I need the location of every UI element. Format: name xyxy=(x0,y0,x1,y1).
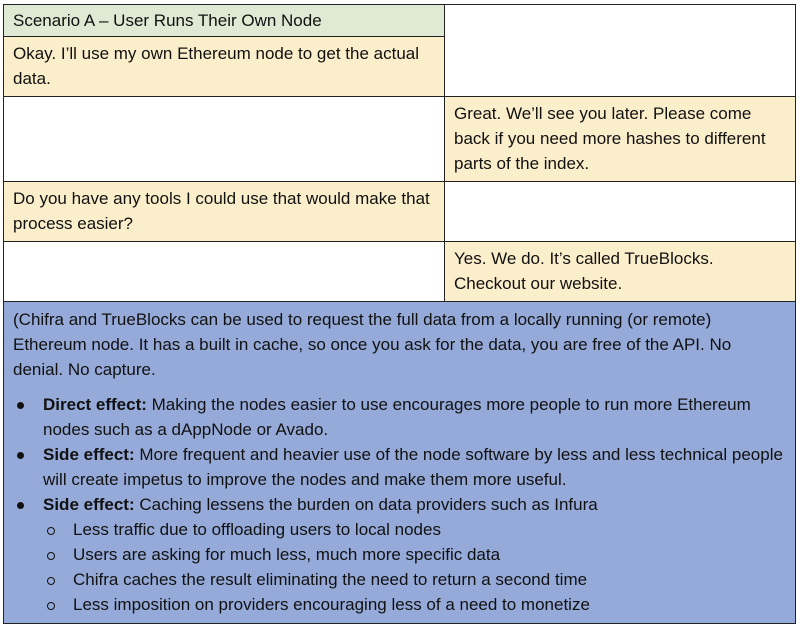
effect-text: Caching lessens the burden on data providers such as Infura xyxy=(134,495,598,514)
effect-item xyxy=(13,442,786,492)
provider-message: Yes. We do. It’s called TrueBlocks. Checkout our website. xyxy=(445,242,796,302)
empty-cell xyxy=(445,182,796,242)
effect-item xyxy=(13,492,786,617)
scenario-title: Scenario A – User Runs Their Own Node xyxy=(4,5,445,37)
sub-effect-item xyxy=(43,592,786,617)
analysis-note xyxy=(4,302,796,624)
empty-cell xyxy=(4,242,445,302)
effect-label: Side effect: xyxy=(43,445,135,464)
note-row xyxy=(4,302,796,624)
user-message: Do you have any tools I could use that would make that process easier? xyxy=(4,182,445,242)
sub-effects-list xyxy=(43,517,786,617)
hollow-bullet-icon xyxy=(47,602,55,610)
sub-effect-item xyxy=(43,542,786,567)
sub-effect-text: Less imposition on providers encouraging less of a need to monetize xyxy=(73,595,590,614)
sub-effect-item xyxy=(43,567,786,592)
empty-cell xyxy=(445,5,796,97)
empty-cell xyxy=(4,97,445,182)
sub-effect-text: Chifra caches the result eliminating the need to return a second time xyxy=(73,570,588,589)
bullet-icon xyxy=(17,402,24,409)
title-row xyxy=(4,5,796,37)
effect-label: Direct effect: xyxy=(43,395,147,414)
dialogue-row xyxy=(4,242,796,302)
provider-message: Great. We’ll see you later. Please come back if you need more hashes to different parts of the index. xyxy=(445,97,796,182)
effect-item xyxy=(13,392,786,442)
sub-effect-text: Less traffic due to offloading users to local nodes xyxy=(73,520,441,539)
bullet-icon xyxy=(17,502,24,509)
sub-effect-text: Users are asking for much less, much more specific data xyxy=(73,545,501,564)
hollow-bullet-icon xyxy=(47,527,55,535)
dialogue-row xyxy=(4,182,796,242)
effect-text: Making the nodes easier to use encourages more people to run more Ethereum nodes such as a dAppNode or Avado. xyxy=(43,395,751,439)
hollow-bullet-icon xyxy=(47,577,55,585)
hollow-bullet-icon xyxy=(47,552,55,560)
bullet-icon xyxy=(17,452,24,459)
scenario-table xyxy=(3,4,796,624)
sub-effect-item xyxy=(43,517,786,542)
effects-list xyxy=(13,392,786,617)
effect-text: More frequent and heavier use of the node software by less and less technical people will create impetus to improve the nodes and make them more useful. xyxy=(43,445,783,489)
dialogue-row xyxy=(4,97,796,182)
note-intro: (Chifra and TrueBlocks can be used to request the full data from a locally running (or remote) Ethereum node. It has a built in cache, so once you ask for the data, you are free of the API. No denial. No capture. xyxy=(13,310,732,379)
effect-label: Side effect: xyxy=(43,495,135,514)
user-message: Okay. I’ll use my own Ethereum node to get the actual data. xyxy=(4,37,445,97)
